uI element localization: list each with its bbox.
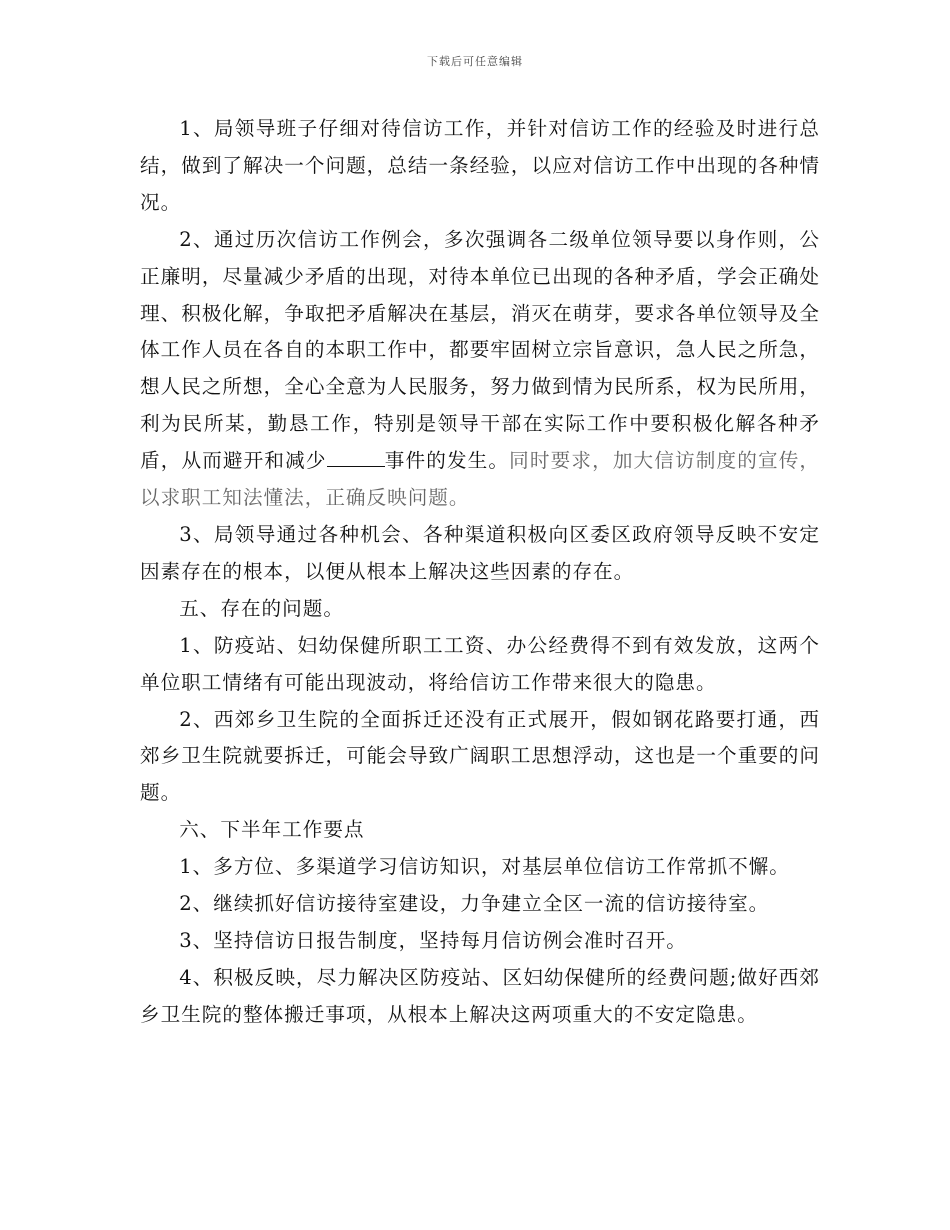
plan-item-1: 1、多方位、多渠道学习信访知识，对基层单位信访工作常抓不懈。 [179, 855, 790, 879]
plan-item-2: 2、继续抓好信访接待室建设，力争建立全区一流的信访接待室。 [179, 892, 770, 916]
paragraph-item-2-tail: 事件的发生。 [384, 449, 510, 473]
problem-item-2: 2、西郊乡卫生院的全面拆迁还没有正式展开，假如钢花路要打通，西郊乡卫生院就要拆迁，可能会导致广阔职工思想浮动，这也是一个重要的问题。 [140, 707, 820, 805]
fill-in-blank [327, 448, 385, 467]
plan-item-3: 3、坚持信访日报告制度，坚持每月信访例会准时召开。 [179, 928, 687, 952]
plan-item-4: 4、积极反映，尽力解决区防疫站、区妇幼保健所的经费问题;做好西郊乡卫生院的整体搬迁事项，从根本上解决这两项重大的不安定隐患。 [140, 965, 820, 1026]
paragraph-item-1: 1、局领导班子仔细对待信访工作，并针对信访工作的经验及时进行总结，做到了解决一个问题，总结一条经验，以应对信访工作中出现的各种情况。 [140, 117, 820, 214]
problem-item-1: 1、防疫站、妇幼保健所职工工资、办公经费得不到有效发放，这两个单位职工情绪有可能出现波动，将给信访工作带来很大的隐患。 [140, 633, 820, 694]
paragraph-item-3: 3、局领导通过各种机会、各种渠道积极向区委区政府领导反映不安定因素存在的根本，以便从根本上解决这些因素的存在。 [140, 522, 820, 583]
section-heading-plans: 六、下半年工作要点 [179, 818, 365, 842]
paragraph-item-2-faded: 同时要求，加大信访制度的宣传，以求职工知法懂法，正确反映问题。 [140, 449, 821, 510]
section-heading-problems: 五、存在的问题。 [179, 596, 344, 620]
document-body [140, 111, 820, 1034]
page-header: 下载后可任意编辑 [427, 55, 523, 68]
paragraph-item-2-text: 2、通过历次信访工作例会，多次强调各二级单位领导要以身作则，公正廉明，尽量减少矛盾的出现，对待本单位已出现的各种矛盾，学会正确处理、积极化解，争取把矛盾解决在基层，消灭在萌芽，要求各单位领导及全体工作人员在各自的本职工作中，都要牢固树立宗旨意识，急人民之所急，想人民之所想，全心全意为人民服务，努力做到情为民所系，权为民所用，利为民所某，勤恳工作，特别是领导干部在实际工作中要积极化解各种矛盾，从而避开和减少 [140, 227, 820, 473]
paragraph-item-2 [140, 222, 820, 517]
